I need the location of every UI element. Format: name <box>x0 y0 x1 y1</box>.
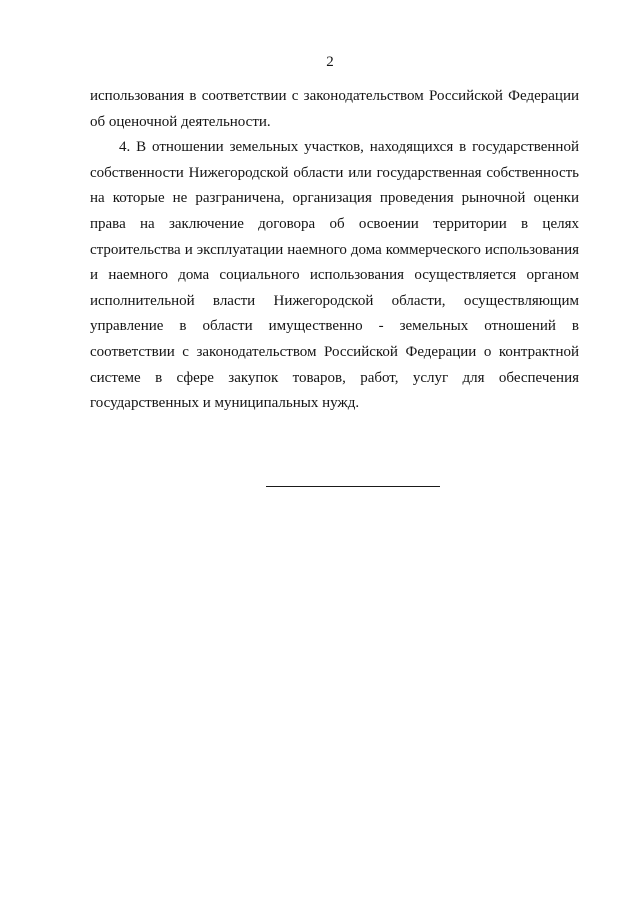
document-body <box>90 84 579 417</box>
page-number: 2 <box>326 54 334 70</box>
paragraph-item-4: 4. В отношении земельных участков, находящихся в государственной собственности Нижегородской области или государственная собственность на которые не разграничена, организация проведения рыночной оценки права на заключение договора об освоении территории в целях строительства и эксплуатации наемного дома коммерческого использования и наемного дома социального использования осуществляется органом исполнительной власти Нижегородской области, осуществляющим управление в области имущественно - земельных отношений в соответствии с законодательством Российской Федерации о контрактной системе в сфере закупок товаров, работ, услуг для обеспечения государственных и муниципальных нужд. <box>90 139 579 412</box>
paragraph-continuation: использования в соответствии с законодательством Российской Федерации об оценочной деятельности. <box>90 88 579 130</box>
end-separator-line <box>266 486 440 487</box>
